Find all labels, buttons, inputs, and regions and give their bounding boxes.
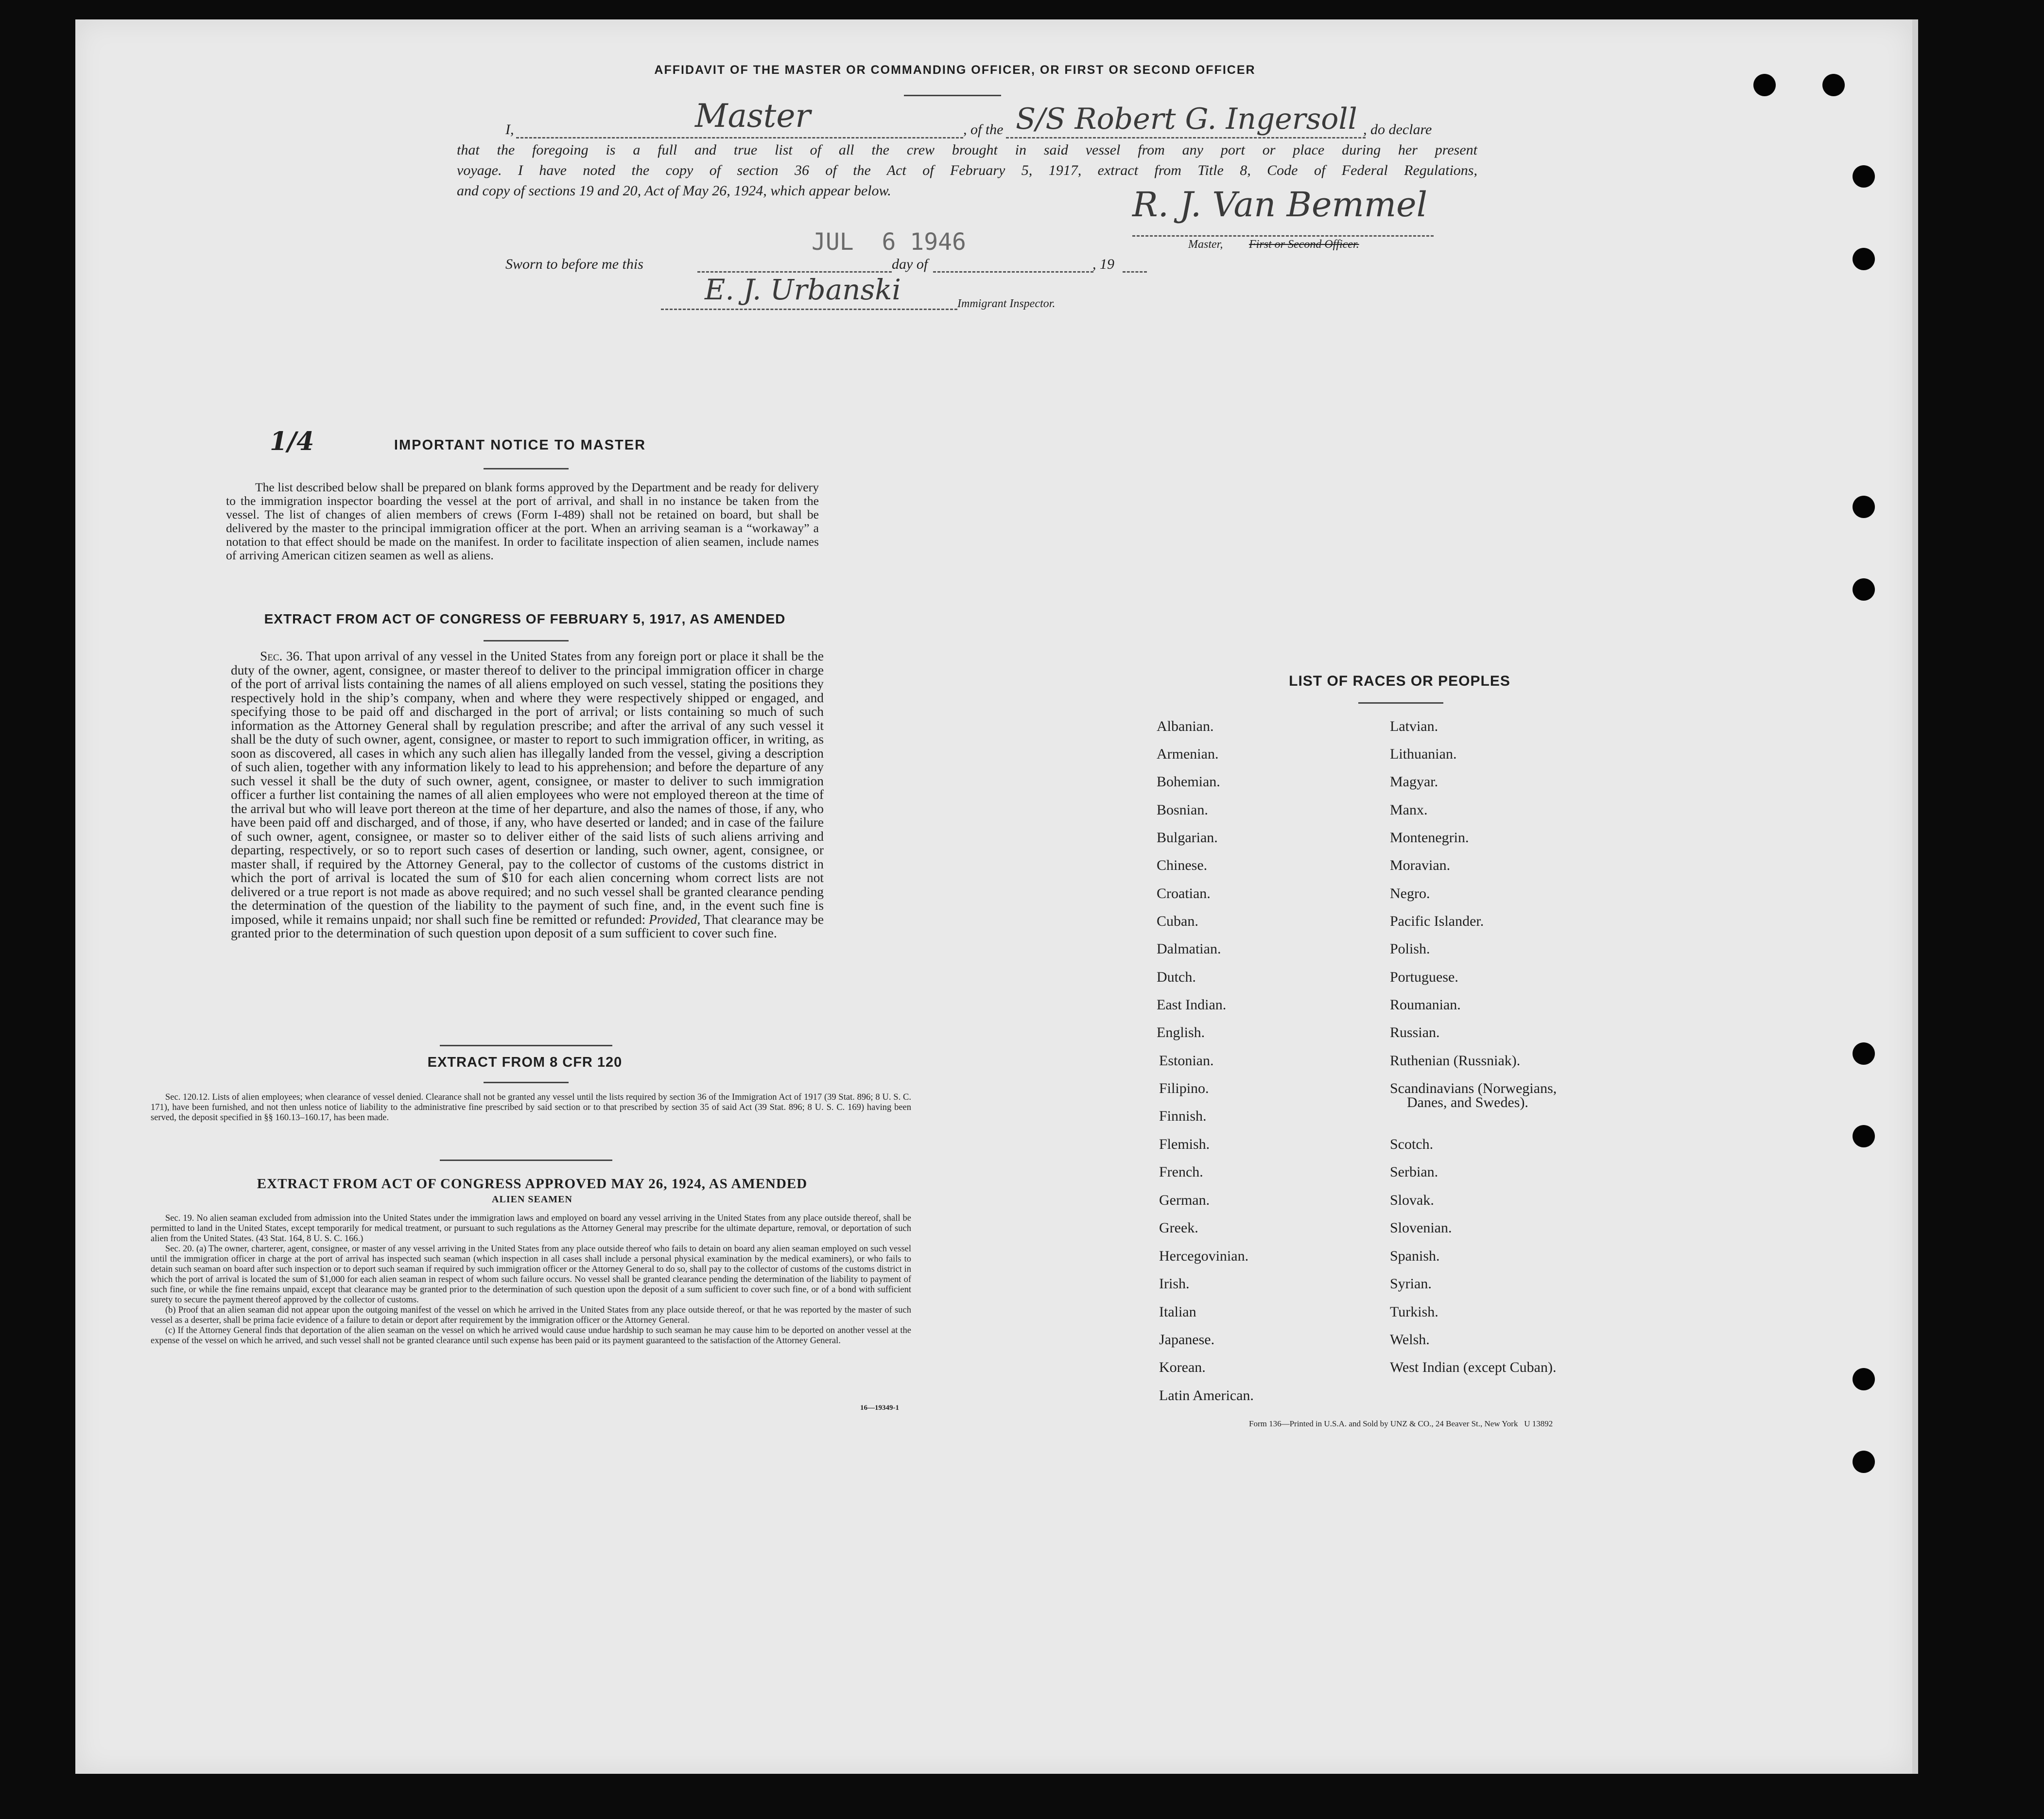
race-item: Portuguese. (1390, 969, 1458, 985)
section-label: Sec. 36. (260, 649, 303, 663)
affidavit-line-2: that the foregoing is a full and true list of all the crew brought in said vessel from any port or place during her present (457, 142, 1477, 158)
form-footer: Form 136—Printed in U.S.A. and Sold by UNZ & CO., 24 Beaver St., New York U 13892 (1249, 1419, 1553, 1428)
race-item: English. (1157, 1024, 1205, 1040)
race-item: Bosnian. (1157, 802, 1208, 818)
master-label: Master, (1188, 238, 1223, 251)
races-title: LIST OF RACES OR PEOPLES (1289, 673, 1510, 689)
divider (440, 1045, 612, 1046)
race-item: Magyar. (1390, 774, 1438, 790)
race-item: Japanese. (1159, 1332, 1215, 1348)
page-edge (1912, 19, 1918, 1774)
race-item: Italian (1159, 1304, 1196, 1320)
race-item: West Indian (except Cuban). (1390, 1359, 1557, 1375)
year-label: , 19 (1092, 256, 1114, 272)
inspector-line (661, 309, 957, 310)
race-item: Armenian. (1157, 746, 1219, 762)
punch-hole (1822, 74, 1845, 96)
race-item: Greek. (1159, 1220, 1198, 1236)
handwritten-rank: Master (695, 97, 811, 135)
race-item: Lithuanian. (1390, 746, 1457, 762)
extract-1924-body (151, 1213, 911, 1346)
section-20a-text: Sec. 20. (a) The owner, charterer, agent, consignee, or master of any vessel arriving in the United States from any place outside thereof who fails to detain on board any alien seaman employed on such vessel until the immigration officer in charge at the port of arrival has inspected such seaman (which inspection in all cases shall include a personal physical examination by the medical examiners), or who fails to detain such seaman on board after such inspection or to deport such seaman if required by such immigration officer or the Attorney General to do so, shall pay to the collector of customs of the customs district in which the port of arrival is located the sum of $1,000 for each alien seaman in respect of whom such failure occurs. No vessel shall be granted clearance pending the determination of the liability to payment of such fine, or while the fine remains unpaid, except that clearance may be granted prior to the determination of such question upon the deposit of a sum sufficient to cover such fine, or of a bond with sufficient surety to secure the payment thereof approved by the collector of customs. (151, 1244, 911, 1305)
race-item: French. (1159, 1164, 1203, 1180)
punch-hole (1753, 74, 1776, 96)
inspector-label: Immigrant Inspector. (957, 297, 1056, 310)
punch-hole (1853, 1368, 1875, 1390)
race-item: Finnish. (1159, 1108, 1207, 1124)
race-item: Polish. (1390, 941, 1430, 957)
punch-hole (1853, 496, 1875, 518)
punch-hole (1853, 1451, 1875, 1473)
race-item: Dutch. (1157, 969, 1196, 985)
race-item: Negro. (1390, 885, 1430, 901)
race-item: Moravian. (1390, 857, 1451, 873)
punch-hole (1853, 165, 1875, 188)
day-line (697, 271, 892, 273)
race-item: Hercegovinian. (1159, 1248, 1249, 1264)
race-item: Estonian. (1159, 1053, 1214, 1069)
extract-1924-subtitle: ALIEN SEAMEN (492, 1194, 572, 1205)
race-item: Ruthenian (Russniak). (1390, 1053, 1521, 1069)
punch-hole (1853, 1042, 1875, 1065)
section-20b-text: (b) Proof that an alien seaman did not appear upon the outgoing manifest of the vessel on which he arrived in the United States from any place outside thereof, or that he was reported by the master of such vessel as a deserter, shall be prima facie evidence of a failure to detain or deport after requirement by the immigration officer or the Attorney General. (151, 1305, 911, 1325)
race-item: Welsh. (1390, 1332, 1430, 1348)
extract-cfr-body: Sec. 120.12. Lists of alien employees; when clearance of vessel denied. Clearance shall not be granted any vessel until the lists required by section 36 of the Immigration Act of 1917 (39 Stat. 896; 8 U. S. C. 171), have been furnished, and not then unless notice of liability to the administrative fine prescribed by said section or to that prescribed by section 35 of said Act (39 Stat. 896; 8 U. S. C. 169) having been served, the deposit specified in §§ 160.13–160.17, has been made. (151, 1092, 911, 1123)
punch-hole (1853, 248, 1875, 270)
affidavit-of-the: , of the (963, 121, 1004, 138)
provided-text: Provided, (649, 912, 701, 927)
race-item: Bohemian. (1157, 774, 1220, 790)
race-item: Latin American. (1159, 1387, 1254, 1403)
section-19-text: Sec. 19. No alien seaman excluded from admission into the United States under the immigration laws and employed on board any vessel arriving in the United States from any place outside thereof, shall be permitted to land in the United States, except temporarily for medical treatment, or pursuant to such regulations as the Attorney General may prescribe for the ultimate departure, removal, or deportation of such alien from the United States. (43 Stat. 164, 8 U. S. C. 166.) (151, 1213, 911, 1244)
affidavit-i-label: I, (505, 121, 514, 138)
date-stamp: JUL 6 1946 (812, 228, 966, 256)
affidavit-line-3: voyage. I have noted the copy of section 36 of the Act of February 5, 1917, extract from Title 8, Code of Federal Regulations, (457, 162, 1477, 178)
race-item: Scandinavians (Norwegians, (1390, 1080, 1557, 1096)
notice-body: The list described below shall be prepared on blank forms approved by the Department and be ready for delivery to the immigration inspector boarding the vessel at the port of arrival, and shall in no instance be taken from the vessel. The list of changes of alien members of crews (Form I-489) shall not be retained on board, but shall be delivered by the master to the principal immigration officer at the port. When an arriving seaman is a “workaway” a notation to that effect should be made on the manifest. In order to facilitate inspection of alien seamen, include names of arriving American citizen seamen as well as aliens. (226, 480, 819, 562)
race-item: Montenegrin. (1390, 830, 1469, 846)
race-item: Danes, and Swedes). (1407, 1094, 1528, 1110)
race-item: Turkish. (1390, 1304, 1438, 1320)
struck-officer-label: First or Second Officer. (1249, 238, 1359, 251)
section-36-text: That upon arrival of any vessel in the United States from any foreign port or place it shall be the duty of the owner, agent, consignee, or master thereof to deliver to the principal immigration officer in charge of the port of arrival lists containing the names of all aliens employed on such vessel, stating the positions they respectively hold in the ship’s company, when and where they were respectively shipped or engaged, and specifying those to be paid off and discharged in the port of arrival; or lists containing so much of such information as the Attorney General shall by regulation prescribe; and after the arrival of any such vessel it shall be the duty of such owner, agent, consignee, or master to report to such immigration officer, in writing, as soon as discovered, all cases in which any such alien has illegally landed from the vessel, giving a description of such alien, together with any information likely to lead to his apprehension; and before the departure of any such vessel it shall be the duty of such owner, agent, consignee, or master to deliver to such immigration officer a further list containing the names of all alien employees who were not employed thereon at the time of the arrival but who will leave port thereon at the time of her departure, and also the names of those, if any, who have been paid off and discharged, and of those, if any, who have deserted or landed; and in case of the failure of such owner, agent, consignee, or master so to deliver either of the said lists of such aliens arriving and departing, respectively, or so to report such cases of desertion or landing, such owner, agent, consignee, or master shall, if required by the Attorney General, pay to the collector of customs of the customs district in which the port of arrival is located the sum of $10 for each alien concerning whom correct lists are not delivered or a true report is not made as above required; and no such vessel shall be granted clearance pending the determination of the question of the liability to the payment of such fine, and, in the event such fine is imposed, while it remains unpaid; nor shall such fine be remitted or refunded: (231, 649, 824, 927)
divider (484, 640, 569, 641)
race-item: Cuban. (1157, 913, 1198, 929)
margin-mark: 1/4 (270, 427, 314, 456)
affidavit-line-4: and copy of sections 19 and 20, Act of May 26, 1924, which appear below. (457, 183, 891, 199)
divider (1358, 702, 1443, 704)
extract-1917-title: EXTRACT FROM ACT OF CONGRESS OF FEBRUARY 5, 1917, AS AMENDED (264, 611, 786, 626)
race-item: Latvian. (1390, 718, 1438, 734)
race-item: German. (1159, 1192, 1210, 1208)
race-item: Irish. (1159, 1276, 1190, 1292)
month-line (933, 271, 1093, 273)
race-item: Chinese. (1157, 857, 1208, 873)
vessel-line (1006, 137, 1366, 139)
punch-hole (1853, 1125, 1875, 1147)
extract-cfr-title: EXTRACT FROM 8 CFR 120 (427, 1055, 623, 1070)
divider (440, 1160, 612, 1161)
divider (484, 468, 569, 469)
rank-line (516, 137, 963, 139)
handwritten-vessel: S/S Robert G. Ingersoll (1016, 102, 1357, 136)
race-item: Scotch. (1390, 1136, 1434, 1152)
affidavit-do-declare: , do declare (1363, 121, 1432, 138)
section-20c-text: (c) If the Attorney General finds that deportation of the alien seaman on the vessel on which he arrived would cause undue hardship to such seaman he may cause him to be deported on another vessel at the expense of the vessel on which he arrived, and such vessel shall not be granted clearance until such expense has been paid or its payment guaranteed to the satisfaction of the Attorney General. (151, 1326, 911, 1346)
race-item: Dalmatian. (1157, 941, 1221, 957)
race-item: Slovenian. (1390, 1220, 1452, 1236)
divider (484, 1082, 569, 1083)
inspector-signature: E. J. Urbanski (705, 273, 901, 306)
extract-1917-body (231, 649, 824, 940)
race-item: Pacific Islander. (1390, 913, 1484, 929)
race-item: Croatian. (1157, 885, 1211, 901)
extract-1924-title: EXTRACT FROM ACT OF CONGRESS APPROVED MAY 26, 1924, AS AMENDED (257, 1176, 808, 1192)
race-item: Syrian. (1390, 1276, 1432, 1292)
race-item: East Indian. (1157, 997, 1227, 1013)
race-item: Spanish. (1390, 1248, 1440, 1264)
race-item: Filipino. (1159, 1080, 1209, 1096)
race-item: Roumanian. (1390, 997, 1461, 1013)
section-36-tail: That clearance may be granted prior to the determination of such question upon deposit of a sum sufficient to cover such fine. (231, 912, 824, 940)
year-line (1123, 271, 1147, 273)
sworn-label: Sworn to before me this (505, 256, 643, 272)
divider (904, 95, 1001, 96)
day-of-label: day of (892, 256, 928, 272)
race-item: Slovak. (1390, 1192, 1434, 1208)
notice-title: IMPORTANT NOTICE TO MASTER (394, 437, 646, 453)
race-item: Serbian. (1390, 1164, 1438, 1180)
race-item: Albanian. (1157, 718, 1214, 734)
race-item: Bulgarian. (1157, 830, 1218, 846)
race-item: Manx. (1390, 802, 1428, 818)
punch-hole (1853, 578, 1875, 601)
race-item: Russian. (1390, 1024, 1440, 1040)
form-number: 16—19349-1 (860, 1404, 899, 1412)
race-item: Flemish. (1159, 1136, 1210, 1152)
affidavit-title: AFFIDAVIT OF THE MASTER OR COMMANDING OFFICER, OR FIRST OR SECOND OFFICER (654, 63, 1256, 77)
race-item: Korean. (1159, 1359, 1206, 1375)
signature-line (1132, 235, 1434, 237)
master-signature: R. J. Van Bemmel (1132, 185, 1427, 225)
